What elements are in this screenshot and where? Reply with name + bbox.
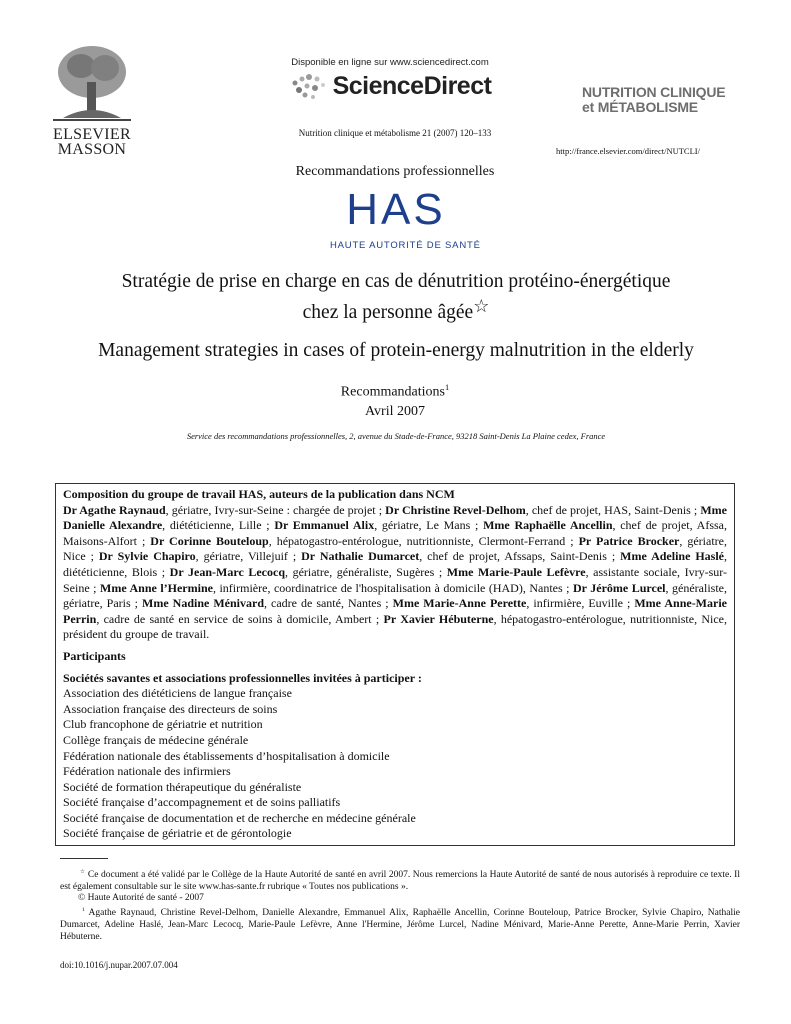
member-name: Mme Danielle Alexandre xyxy=(63,502,728,533)
title-french-line1: Stratégie de prise en charge en cas de dénutrition protéino-énergétique xyxy=(121,271,671,292)
sciencedirect-block xyxy=(270,57,510,101)
member-name: Mme Marie-Anne Perette xyxy=(392,596,527,611)
member-name: Dr Jean-Marc Lecocq xyxy=(169,564,285,579)
title-english: Management strategies in cases of protein-energy malnutrition in the elderly xyxy=(98,340,694,361)
member-name: Mme Marie-Paule Lefèvre xyxy=(446,564,586,579)
member-description: , infirmière, coordinatrice de l'hospitalisation à domicile (HAD), Nantes ; xyxy=(212,580,573,595)
member-description: , chef de projet, Afssa, Maisons-Alfort ; xyxy=(63,518,727,548)
footnote-1-text: Agathe Raynaud, Christine Revel-Delhom, Danielle Alexandre, Emmanuel Alix, Raphaëlle Ancellin, Corinne Bouteloup, Patrice Brocker, Sylvie Chapiro, Nathalie Dumarcet, Adeline Haslé, Jean-Marc Lecocq, Marie-Paule Lefèvre, Anne l'Hermine, Jérôme Lurcel, Nadine Ménivard, Marie-Anne Perette, Anne-Marie Perrin, Xavier Hébuterne. xyxy=(60,908,740,943)
society-item: Société française de documentation et de recherche en médecine générale xyxy=(63,810,416,825)
member-description: , gériatre, Ivry-sur-Seine : chargée de projet ; xyxy=(165,502,386,517)
member-description: , diététicienne, Blois ; xyxy=(63,549,728,579)
member-name: Pr Xavier Hébuterne xyxy=(383,611,494,626)
has-wordmark: HAS xyxy=(346,185,446,234)
member-name: Dr Corinne Bouteloup xyxy=(150,533,269,548)
elsevier-tree-icon xyxy=(53,42,131,122)
elsevier-masson-logo xyxy=(44,42,140,157)
member-description: , hépatogastro-entérologue, nutritionniste, Clermont-Ferrand ; xyxy=(268,533,579,548)
working-group-box xyxy=(55,483,735,846)
societies-list xyxy=(63,686,727,842)
member-name: Mme Anne l’Hermine xyxy=(100,580,213,595)
footnote-1-mark: 1 xyxy=(82,907,85,913)
member-description: , gériatre, Villejuif ; xyxy=(195,549,302,564)
title-french xyxy=(60,270,732,325)
member-name: Dr Sylvie Chapiro xyxy=(98,549,196,564)
member-description: , gériatre, généraliste, Sugères ; xyxy=(285,564,447,579)
sciencedirect-wordmark: ScienceDirect xyxy=(332,72,492,100)
availability-text: Disponible en ligne sur www.sciencedirect.com xyxy=(291,57,489,68)
journal-title-line2: et MÉTABOLISME xyxy=(582,99,698,115)
sciencedirect-logo xyxy=(270,72,510,101)
sciencedirect-dots-icon xyxy=(289,73,329,101)
society-item: Fédération nationale des infirmiers xyxy=(63,764,231,779)
member-description: , infirmière, Euville ; xyxy=(526,596,635,611)
society-item: Association française des directeurs de soins xyxy=(63,701,278,716)
member-name: Pr Patrice Brocker xyxy=(578,533,680,548)
footnote-star xyxy=(60,866,740,893)
member-description: , diététicienne, Lille ; xyxy=(162,518,275,533)
society-item: Fédération nationale des établissements d’hospitalisation à domicile xyxy=(63,748,390,763)
member-name: Dr Christine Revel-Delhom xyxy=(385,502,526,517)
recommendations-date: Avril 2007 xyxy=(364,403,425,419)
has-logo xyxy=(330,185,481,251)
society-item: Société de formation thérapeutique du généraliste xyxy=(63,779,302,794)
journal-title-logo xyxy=(582,85,725,115)
society-item: Société française d’accompagnement et de soins palliatifs xyxy=(63,795,341,810)
journal-title-line1: NUTRITION CLINIQUE xyxy=(582,84,726,100)
member-description: , généraliste, gériatre, Paris ; xyxy=(63,580,728,611)
member-description: , chef de projet, HAS, Saint-Denis ; xyxy=(525,502,701,517)
journal-url[interactable]: http://france.elsevier.com/direct/NUTCLI/ xyxy=(556,146,700,156)
footnote-1 xyxy=(60,904,740,943)
box-heading: Composition du groupe de travail HAS, auteurs de la publication dans NCM xyxy=(63,487,455,501)
member-description: , gériatre, Nice ; xyxy=(63,533,727,564)
member-name: Dr Jérôme Lurcel xyxy=(573,580,666,595)
member-description: , cadre de santé en service de soins à domicile, Ambert ; xyxy=(96,611,384,626)
member-description: , chef de projet, Afssaps, Saint-Denis ; xyxy=(419,549,621,564)
section-label: Recommandations professionnelles xyxy=(295,164,495,179)
member-description: , assistante sociale, Ivry-sur-Seine ; xyxy=(63,564,727,595)
footnote-divider xyxy=(60,858,108,859)
member-description: , gériatre, Le Mans ; xyxy=(374,518,484,533)
recommendations-block xyxy=(230,378,560,421)
footnote-copyright: © Haute Autorité de santé - 2007 xyxy=(78,893,204,903)
footnote-star-mark: ☆ xyxy=(80,869,86,875)
participants-heading: Participants xyxy=(63,648,126,663)
member-name: Mme Anne-Marie Perrin xyxy=(63,596,727,626)
star-footnote-marker[interactable]: ☆ xyxy=(473,296,490,316)
society-item: Collège français de médecine générale xyxy=(63,732,249,747)
member-name: Mme Raphaëlle Ancellin xyxy=(483,518,613,533)
member-name: Mme Adeline Haslé xyxy=(620,549,725,564)
society-item: Association des diététiciens de langue française xyxy=(63,686,292,701)
service-address: Service des recommandations professionnelles, 2, avenue du Stade-de-France, 93218 Saint-Denis La Plaine cedex, France xyxy=(186,431,606,441)
recommendations-label: Recommandations xyxy=(340,384,445,400)
member-description: , hépatogastro-entérologue, nutritionniste, Nice, président du groupe de travail. xyxy=(63,611,727,642)
member-name: Dr Agathe Raynaud xyxy=(63,502,166,517)
member-name: Mme Nadine Ménivard xyxy=(142,596,264,611)
journal-reference: Nutrition clinique et métabolisme 21 (2007) 120–133 xyxy=(298,128,492,138)
title-french-line2: chez la personne âgée xyxy=(302,302,474,323)
society-item: Société française de gériatrie et de gérontologie xyxy=(63,826,292,841)
societies-heading: Sociétés savantes et associations professionnelles invitées à participer : xyxy=(63,670,422,685)
members-paragraph xyxy=(63,503,727,643)
masson-word: MASSON xyxy=(57,141,127,158)
footnote-star-text: Ce document a été validé par le Collège de la Haute Autorité de santé en avril 2007. Nous remercions la Haute Autorité de santé de nous autorisés à reproduire ce texte. Il est également consultable sur le site www.has-sante.fr rubrique « Toutes nos publications ». xyxy=(60,870,740,893)
elsevier-word: ELSEVIER xyxy=(53,126,131,143)
member-description: , cadre de santé, Nantes ; xyxy=(264,596,393,611)
member-name: Dr Emmanuel Alix xyxy=(274,518,375,533)
has-subtitle: HAUTE AUTORITÉ DE SANTÉ xyxy=(330,240,481,251)
doi[interactable]: doi:10.1016/j.nupar.2007.07.004 xyxy=(60,960,178,970)
footnote-1-marker[interactable]: 1 xyxy=(445,383,450,392)
member-name: Dr Nathalie Dumarcet xyxy=(301,549,420,564)
society-item: Club francophone de gériatrie et nutrition xyxy=(63,717,263,732)
